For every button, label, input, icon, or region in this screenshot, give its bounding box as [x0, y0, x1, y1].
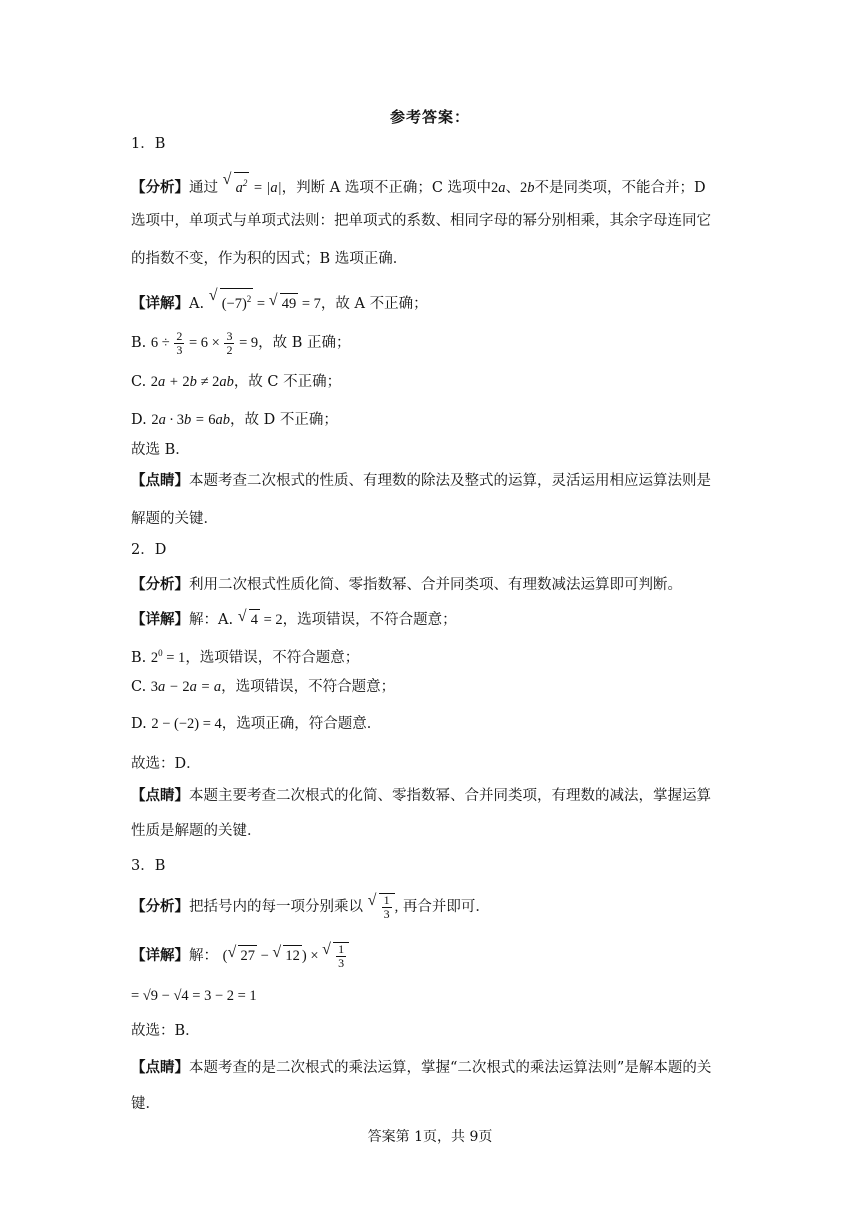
q2-formula-B: $2^0 = 1$: [150, 648, 186, 666]
q3-analysis-text: 把括号内的每一项分别乘以: [189, 898, 363, 915]
q2-detail-D: [131, 714, 738, 734]
q2-detail-A: [131, 609, 738, 630]
q3-comment-text: 本题考查的是二次根式的乘法运算，掌握“二次根式的乘法运算法则”是解本题的关: [189, 1060, 712, 1076]
q1-comment-line1: [131, 471, 738, 491]
q2-comment-line2: 性质是解题的关键．: [131, 823, 262, 839]
q3-detail-label: 解：: [189, 947, 218, 964]
page-footer: 答案第 1页，共 9页: [367, 1129, 493, 1145]
q1-detail-C-label: C.: [131, 374, 147, 390]
q3-detail: [131, 942, 738, 970]
q2-analysis-text: 利用二次根式性质化简、零指数幂、合并同类项、有理数减法运算即可判断。: [189, 577, 682, 593]
q2-comment-text: 本题主要考查二次根式的化简、零指数幂、合并同类项，有理数的减法，掌握运算: [189, 788, 711, 804]
q1-analysis-text: 通过: [189, 179, 218, 196]
q2-detail-C-text: ，选项错误，不符合题意；: [221, 679, 396, 695]
comment-tag: 【点睛】: [131, 1059, 189, 1076]
page-title: 参考答案：: [389, 108, 470, 126]
q1-choose: 故选 B．: [131, 442, 190, 458]
q1-detail-C-text: ，故 C 不正确；: [233, 374, 342, 390]
q2-formula-A: √ 4 = 2: [237, 608, 283, 628]
q2-choose: 故选：D．: [131, 756, 201, 772]
q1-sep: 、: [505, 179, 521, 196]
q1-analysis-text2: ，判断 A 选项不正确；C 选项中: [281, 179, 492, 196]
q1-analysis-line2: 选项中，单项式与单项式法则：把单项式的系数、相同字母的幂分别相乘，其余字母连同它: [131, 213, 711, 229]
q3-formula-sqrt-third: √ $\frac{1}{3}$ ,: [367, 892, 399, 921]
q2-comment-line1: [131, 786, 738, 806]
q1-detail-A-label: A.: [189, 295, 205, 312]
q1-detail-B-label: B.: [131, 334, 147, 351]
q2-detail-B-label: B.: [131, 649, 147, 666]
q1-detail-D: [131, 410, 738, 430]
q2-detail-A-label: 解：A.: [189, 612, 234, 628]
detail-tag: 【详解】: [131, 294, 189, 312]
q1-analysis-line3: 的指数不变，作为积的因式；B 选项正确．: [131, 251, 408, 267]
q2-detail-C-label: C.: [131, 679, 147, 695]
detail-tag: 【详解】: [131, 611, 189, 628]
q3-answer: 3．B: [131, 858, 166, 874]
q2-detail-D-text: ，选项正确，符合题意．: [221, 716, 382, 732]
q1-comment-line2: 解题的关键．: [131, 511, 218, 527]
q3-step2: = √9 − √4 = 3 − 2 = 1: [131, 988, 257, 1004]
q3-comment-line1: [131, 1058, 738, 1078]
q2-detail-B-text: ，选项错误，不符合题意；: [185, 649, 360, 666]
q2-detail-B: [131, 643, 738, 668]
q2-analysis: [131, 575, 738, 595]
q1-answer: 1．B: [131, 136, 166, 152]
q2-formula-D: 2 − (−2) = 4: [151, 716, 222, 732]
q2-answer: 2．D: [131, 542, 167, 558]
q1-detail-D-label: D.: [131, 412, 147, 428]
q1-detail-B-text: ，故 B 正确；: [258, 334, 351, 351]
comment-tag: 【点睛】: [131, 472, 189, 489]
detail-tag: 【详解】: [131, 946, 189, 964]
q1-detail-A-text: ，故 A 不正确；: [320, 295, 428, 312]
q3-choose: 故选：B．: [131, 1023, 200, 1039]
q1-formula-A: √ $(-7)^2$ = √ 49 = 7: [208, 287, 321, 312]
q1-detail-A: [131, 288, 738, 314]
q1-formula-D: 2a · 3b = 6ab: [151, 412, 230, 428]
q3-comment-line2: 键．: [131, 1096, 160, 1112]
q1-analysis-line1: 【分析】通过 √ $a^2 = |a|$，判断 A 选项不正确；C 选项中2a、2b不是同类项，不能合并；D: [131, 171, 706, 196]
q1-formula-B: 6 ÷ $\frac{2}{3}$ = 6 × $\frac{3}{2}$ = 9: [150, 329, 259, 357]
analysis-tag: 【分析】: [131, 576, 189, 593]
q1-comment-text: 本题考查二次根式的性质、有理数的除法及整式的运算，灵活运用相应运算法则是: [189, 473, 711, 489]
q1-detail-C: [131, 372, 738, 392]
q1-analysis-text3: 不是同类项，不能合并；D: [534, 179, 706, 196]
q1-detail-D-text: ，故 D 不正确；: [230, 412, 338, 428]
q2-detail-A-text: ，选项错误，不符合题意；: [282, 612, 457, 628]
q2-detail-C: [131, 677, 738, 697]
analysis-tag: 【分析】: [131, 897, 189, 915]
q2-formula-C: 3a − 2a = a: [150, 679, 222, 695]
q1-formula-C: 2a + 2b ≠ 2ab: [150, 374, 234, 390]
analysis-tag: 【分析】: [131, 178, 189, 196]
comment-tag: 【点睛】: [131, 787, 189, 804]
q1-formula-sqrt-a2: √ $a^2 = |a|$: [222, 171, 282, 196]
q3-analysis-text2: 再合并即可．: [402, 898, 490, 915]
q3-formula-main: ( √ 27 − √ 12 ) × √ $\frac{1}{3}$: [223, 948, 350, 964]
q2-detail-D-label: D.: [131, 716, 147, 732]
q1-detail-B: [131, 330, 738, 357]
q3-analysis: [131, 893, 738, 921]
